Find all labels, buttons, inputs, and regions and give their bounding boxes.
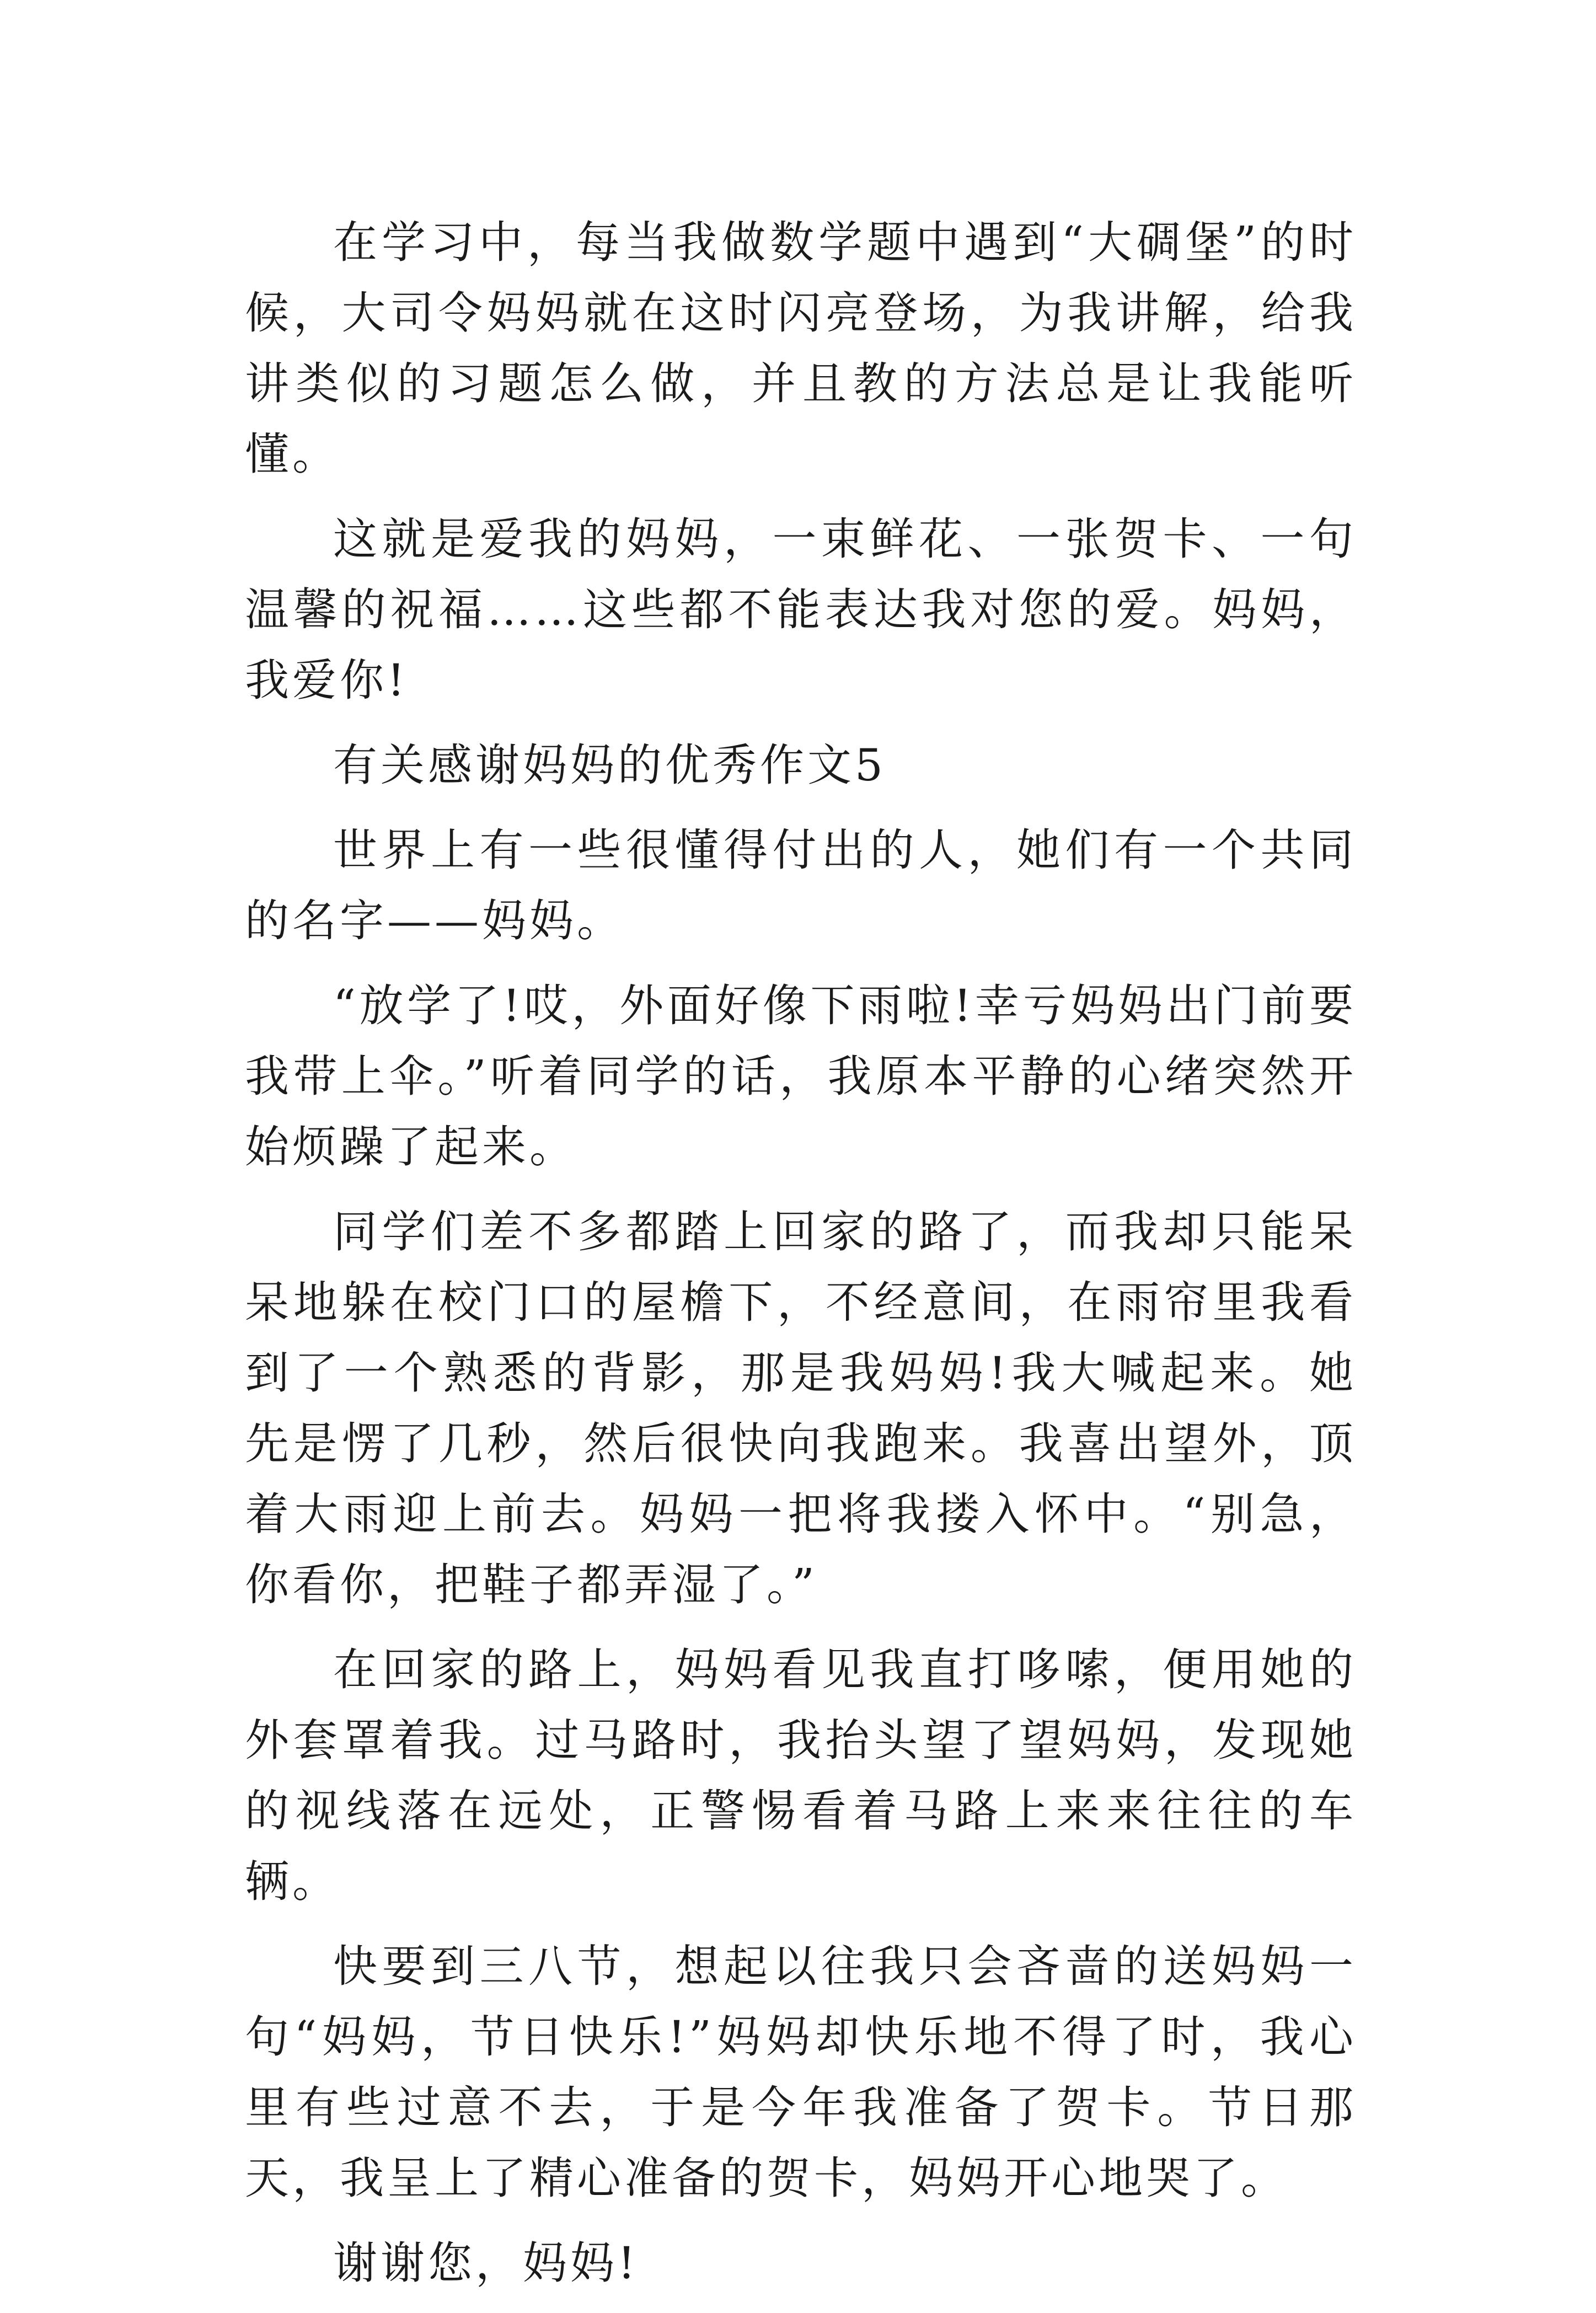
- paragraph-1: 在学习中，每当我做数学题中遇到“大碉堡”的时候，大司令妈妈就在这时闪亮登场，为我讲解，给我讲类似的习题怎么做，并且教的方法总是让我能听懂。: [245, 217, 1357, 480]
- paragraph-3: 世界上有一些很懂得付出的人，她们有一个共同的名字——妈妈。: [245, 824, 1357, 946]
- paragraph-5: 同学们差不多都踏上回家的路了，而我却只能呆呆地躲在校门口的屋檐下，不经意间，在雨帘里我看到了一个熟悉的背影，那是我妈妈!我大喊起来。她先是愣了几秒，然后很快向我跑来。我喜出望外，顶着大雨迎上前去。妈妈一把将我搂入怀中。“别急，你看你，把鞋子都弄湿了。”: [245, 1206, 1357, 1610]
- paragraph-7: 快要到三八节，想起以往我只会吝啬的送妈妈一句“妈妈，节日快乐!”妈妈却快乐地不得了时，我心里有些过意不去，于是今年我准备了贺卡。节日那天，我呈上了精心准备的贺卡，妈妈开心地哭了。: [245, 1941, 1357, 2204]
- paragraph-8: 谢谢您，妈妈!: [333, 2237, 639, 2289]
- essay-body: [245, 207, 1357, 2313]
- paragraph-6: 在回家的路上，妈妈看见我直打哆嗦，便用她的外套罩着我。过马路时，我抬头望了望妈妈，发现她的视线落在远处，正警惕看着马路上来来往往的车辆。: [245, 1644, 1357, 1907]
- paragraph-2: 这就是爱我的妈妈，一束鲜花、一张贺卡、一句温馨的祝福……这些都不能表达我对您的爱。妈妈，我爱你!: [245, 513, 1357, 706]
- essay-heading: 有关感谢妈妈的优秀作文5: [333, 740, 886, 791]
- paragraph-4: “放学了!哎，外面好像下雨啦!幸亏妈妈出门前要我带上伞。”听着同学的话，我原本平静的心绪突然开始烦躁了起来。: [245, 980, 1357, 1172]
